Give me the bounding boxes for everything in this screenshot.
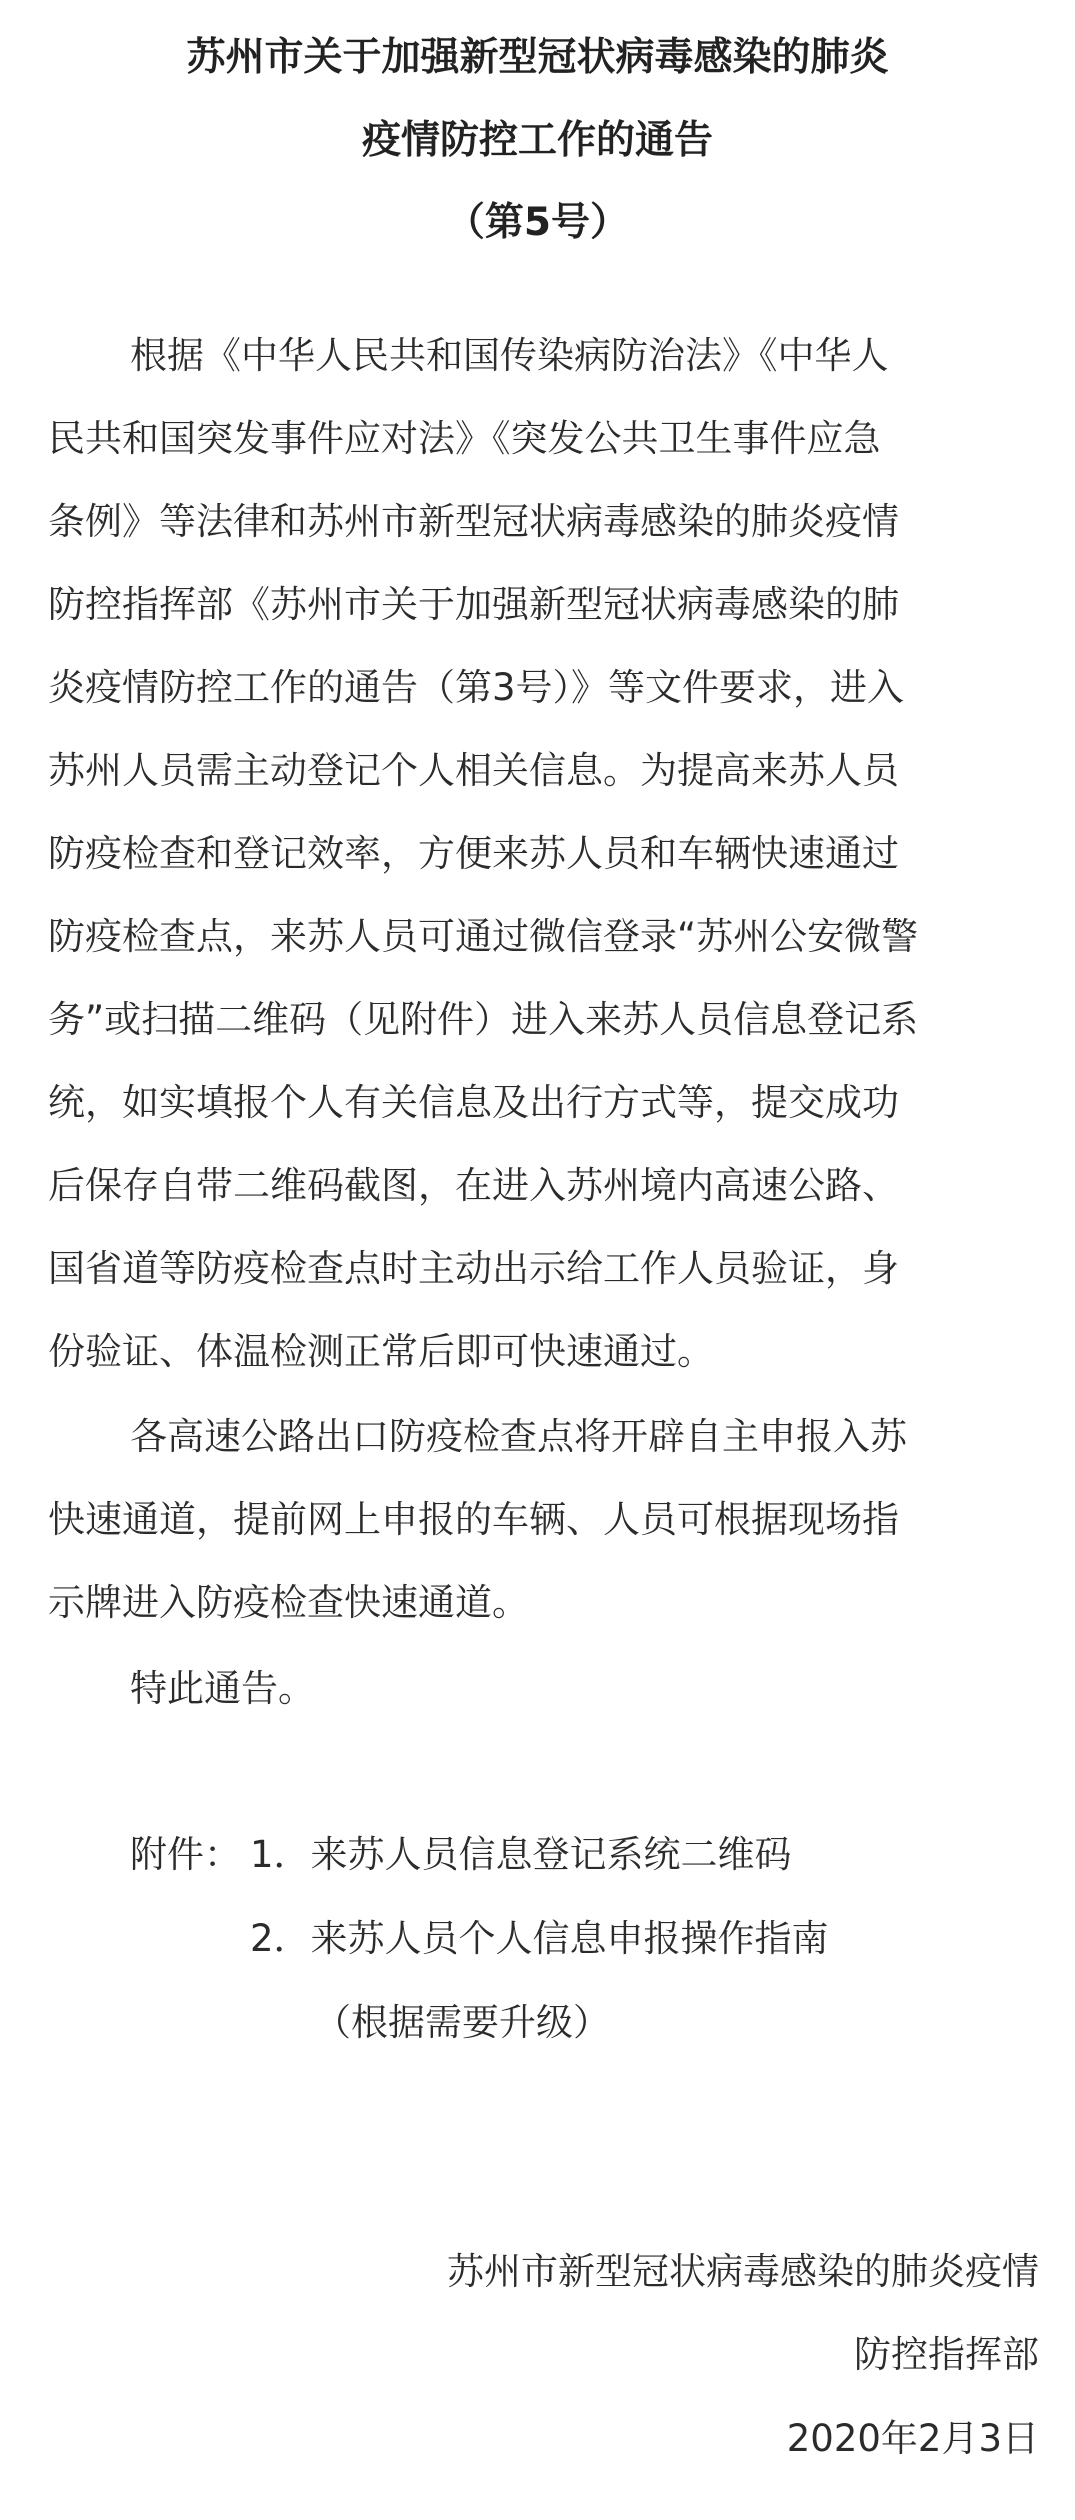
attachment-item-1: 1．来苏人员信息登记系统二维码 [250, 1833, 792, 1876]
attachments-label: 附件： [130, 1833, 241, 1876]
paragraph-1-line: 苏州人员需主动登记个人相关信息。为提高来苏人员 [48, 749, 899, 792]
attachment-item-2: 2．来苏人员个人信息申报操作指南 [250, 1917, 829, 1960]
paragraph-1-line: 防控指挥部《苏州市关于加强新型冠状病毒感染的肺 [48, 583, 899, 626]
paragraph-1-line: 后保存自带二维码截图，在进入苏州境内高速公路、 [48, 1164, 899, 1207]
issuer-name-line-1: 苏州市新型冠状病毒感染的肺炎疫情 [447, 2250, 1039, 2293]
notice-title-line-2: 疫情防控工作的通告 [361, 118, 713, 163]
paragraph-1-line: 根据《中华人民共和国传染病防治法》《中华人 [130, 334, 889, 377]
issuer-name-line-2: 防控指挥部 [854, 2333, 1039, 2376]
paragraph-1-line: 份验证、体温检测正常后即可快速通过。 [48, 1330, 714, 1373]
paragraph-2-line: 示牌进入防疫检查快速通道。 [48, 1581, 529, 1624]
paragraph-1-line: 国省道等防疫检查点时主动出示给工作人员验证，身 [48, 1247, 899, 1290]
closing-statement: 特此通告。 [130, 1667, 315, 1710]
paragraph-1-line: 防疫检查点，来苏人员可通过微信登录“苏州公安微警 [48, 915, 919, 958]
paragraph-1-line: 统，如实填报个人有关信息及出行方式等，提交成功 [48, 1081, 899, 1124]
paragraph-1-line: 炎疫情防控工作的通告（第3号）》等文件要求，进入 [48, 666, 905, 709]
paragraph-1-line: 务”或扫描二维码（见附件）进入来苏人员信息登记系 [48, 998, 919, 1041]
paragraph-2-line: 各高速公路出口防疫检查点将开辟自主申报入苏 [130, 1415, 907, 1458]
paragraph-1-line: 民共和国突发事件应对法》《突发公共卫生事件应急 [48, 417, 881, 460]
attachment-item-2-note: （根据需要升级） [314, 2001, 610, 2044]
paragraph-1-line: 防疫检查和登记效率，方便来苏人员和车辆快速通过 [48, 832, 899, 875]
issue-date: 2020年2月3日 [786, 2417, 1039, 2460]
notice-title-line-1: 苏州市关于加强新型冠状病毒感染的肺炎 [186, 35, 889, 80]
notice-title-number: （第5号） [445, 200, 630, 245]
paragraph-2-line: 快速通道，提前网上申报的车辆、人员可根据现场指 [48, 1498, 899, 1541]
paragraph-1-line: 条例》等法律和苏州市新型冠状病毒感染的肺炎疫情 [48, 500, 899, 543]
